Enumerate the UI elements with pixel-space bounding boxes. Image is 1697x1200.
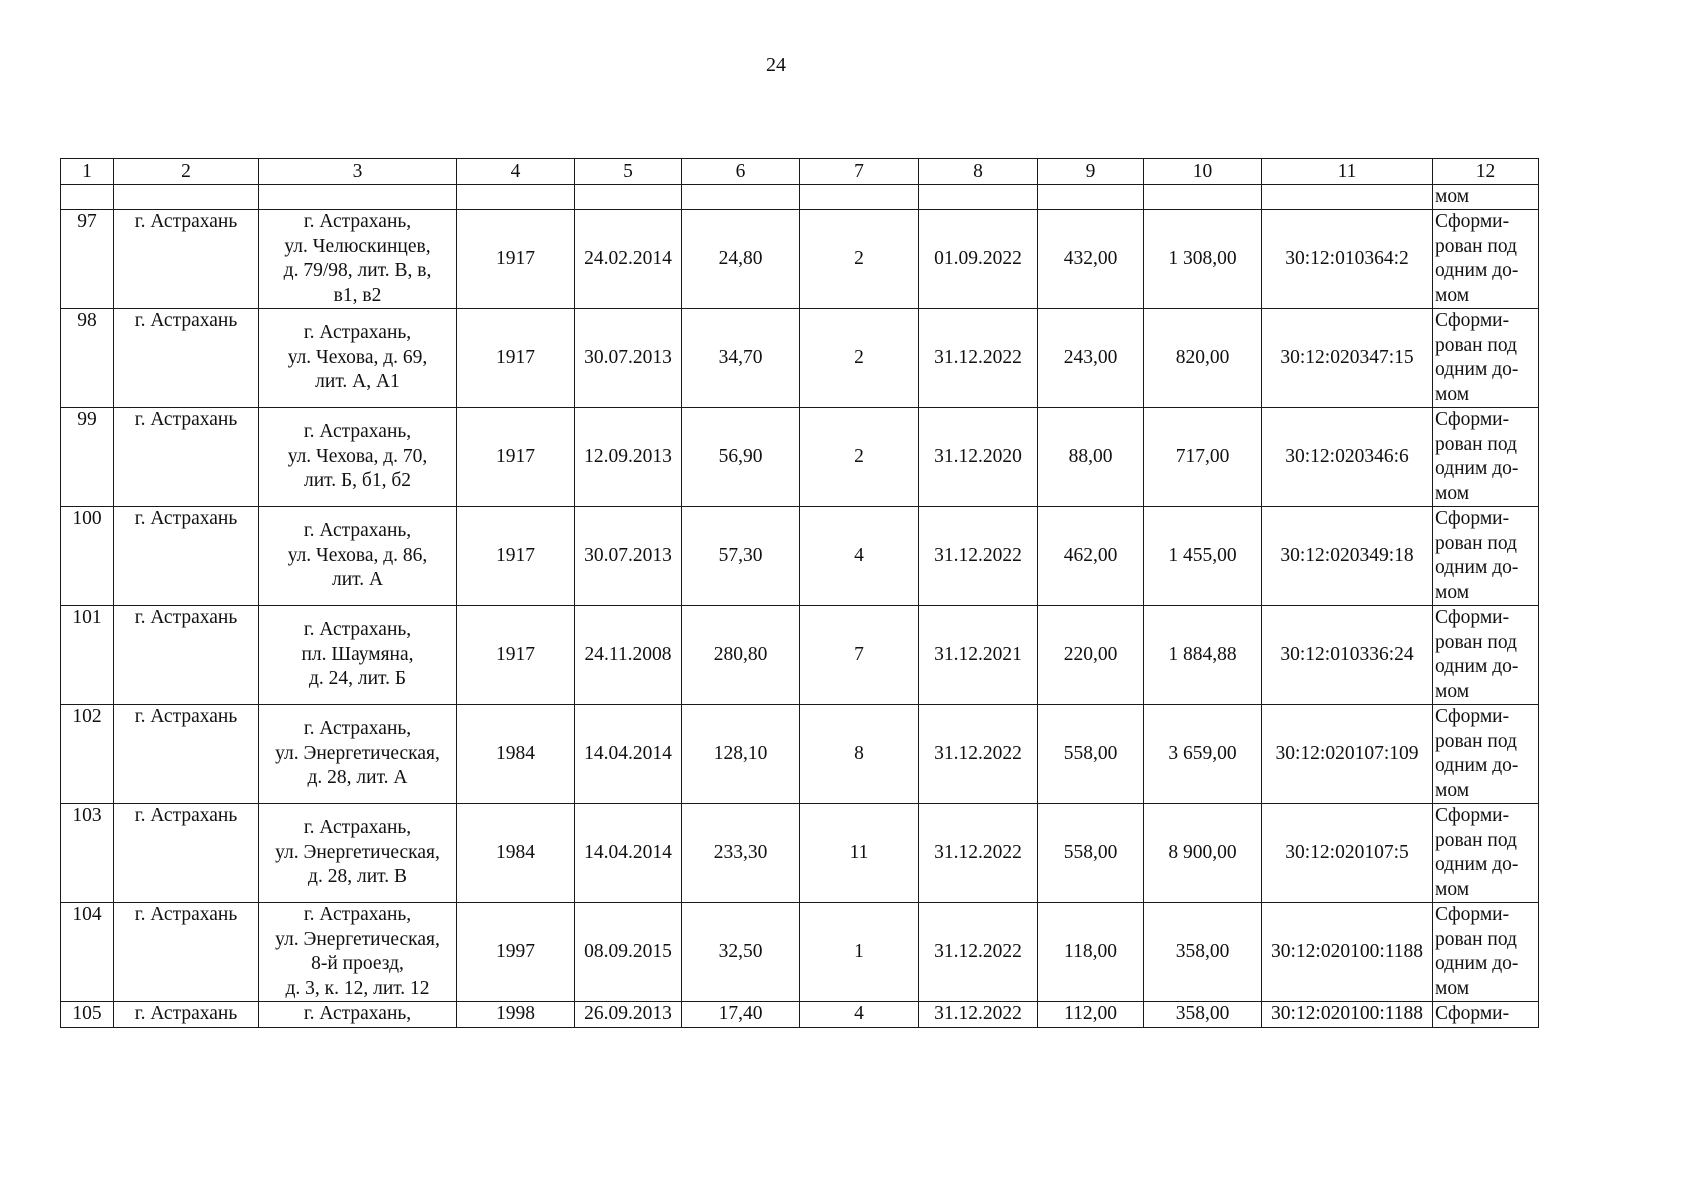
table-row: [61, 1002, 1539, 1028]
date-cell: 24.11.2008: [575, 606, 682, 705]
note-cell: [1433, 705, 1539, 804]
value-cell: 717,00: [1144, 408, 1262, 507]
area-cell: 280,80: [682, 606, 800, 705]
note-cell: [1433, 210, 1539, 309]
table-cell: 112,00: [1038, 1002, 1144, 1028]
address-line: г. Астрахань,: [303, 520, 412, 542]
count-cell: 7: [800, 606, 919, 705]
cadastral-number-cell: 30:12:020100:1188: [1262, 903, 1433, 1002]
note-line: рован под: [1435, 631, 1517, 653]
note-line: мом: [1435, 680, 1470, 702]
note-line: Сформи-: [1435, 508, 1510, 529]
note-cell: [1433, 903, 1539, 1002]
column-number: 9: [1038, 159, 1144, 185]
row-number-cell: 100: [61, 507, 114, 606]
address-cell: [259, 408, 457, 507]
note-line: мом: [1435, 779, 1470, 801]
count-cell: 2: [800, 309, 919, 408]
date-cell: 31.12.2022: [919, 309, 1038, 408]
area-cell: 57,30: [682, 507, 800, 606]
note-cell: мом: [1433, 185, 1539, 210]
value-cell: 462,00: [1038, 507, 1144, 606]
address-line: г. Астрахань,: [303, 817, 412, 839]
address-cell: [259, 606, 457, 705]
date-cell: 31.12.2020: [919, 408, 1038, 507]
table-row: [61, 705, 1539, 804]
note-line: Сформи-: [1435, 409, 1510, 430]
address-line: д. 3, к. 12, лит. 12: [285, 977, 430, 999]
column-number: 10: [1144, 159, 1262, 185]
date-cell: 30.07.2013: [575, 507, 682, 606]
empty-cell: [1144, 185, 1262, 210]
note-line: мом: [1435, 977, 1470, 999]
address-line: д. 28, лит. А: [307, 767, 408, 789]
date-cell: 30.07.2013: [575, 309, 682, 408]
row-number-cell: 102: [61, 705, 114, 804]
empty-cell: [1038, 185, 1144, 210]
table-row: [61, 903, 1539, 1002]
row-number-cell: 104: [61, 903, 114, 1002]
value-cell: 558,00: [1038, 804, 1144, 903]
column-number: 11: [1262, 159, 1433, 185]
address-line: ул. Энергетическая,: [275, 928, 440, 950]
note-line: Сформи-: [1435, 310, 1510, 331]
year-cell: 1917: [457, 507, 575, 606]
empty-cell: [114, 185, 259, 210]
cadastral-number-cell: 30:12:020107:109: [1262, 705, 1433, 804]
address-line: г. Астрахань,: [303, 322, 412, 344]
note-line: мом: [1435, 878, 1470, 900]
table-cell: 26.09.2013: [575, 1002, 682, 1028]
value-cell: 8 900,00: [1144, 804, 1262, 903]
address-line: ул. Чехова, д. 69,: [287, 346, 428, 368]
address-line: г. Астрахань,: [303, 619, 412, 641]
date-cell: 24.02.2014: [575, 210, 682, 309]
note-line: одним до-: [1435, 359, 1519, 380]
address-line: д. 79/98, лит. В, в,: [283, 260, 432, 281]
address-cell: [259, 309, 457, 408]
empty-cell: [1262, 185, 1433, 210]
address-line: г. Астрахань,: [303, 904, 412, 925]
table-cell: г. Астрахань: [114, 1002, 259, 1028]
note-line: одним до-: [1435, 656, 1519, 677]
table-cell: 30:12:020100:1188: [1262, 1002, 1433, 1028]
address-line: ул. Чехова, д. 70,: [287, 445, 428, 467]
table-row: [61, 507, 1539, 606]
value-cell: 358,00: [1144, 903, 1262, 1002]
address-line: г. Астрахань,: [303, 718, 412, 740]
note-line: мом: [1435, 581, 1470, 603]
count-cell: 1: [800, 903, 919, 1002]
date-cell: 31.12.2021: [919, 606, 1038, 705]
locality-cell: г. Астрахань: [114, 210, 259, 309]
column-number: 1: [61, 159, 114, 185]
year-cell: 1917: [457, 210, 575, 309]
value-cell: 1 884,88: [1144, 606, 1262, 705]
date-cell: 08.09.2015: [575, 903, 682, 1002]
table-row: [61, 210, 1539, 309]
value-cell: 1 308,00: [1144, 210, 1262, 309]
note-line: рован под: [1435, 730, 1517, 752]
empty-cell: [457, 185, 575, 210]
note-line: одним до-: [1435, 458, 1519, 479]
note-line: рован под: [1435, 928, 1517, 950]
value-cell: 1 455,00: [1144, 507, 1262, 606]
column-number: 7: [800, 159, 919, 185]
note-line: Сформи-: [1435, 607, 1510, 628]
cadastral-number-cell: 30:12:020349:18: [1262, 507, 1433, 606]
empty-cell: [682, 185, 800, 210]
table-row: [61, 804, 1539, 903]
table-cell: 17,40: [682, 1002, 800, 1028]
cadastral-number-cell: 30:12:020107:5: [1262, 804, 1433, 903]
date-cell: 12.09.2013: [575, 408, 682, 507]
count-cell: 8: [800, 705, 919, 804]
table-cell: г. Астрахань,: [259, 1002, 457, 1028]
cadastral-number-cell: 30:12:010336:24: [1262, 606, 1433, 705]
column-number: 4: [457, 159, 575, 185]
row-number-cell: 103: [61, 804, 114, 903]
column-number: 3: [259, 159, 457, 185]
note-line: Сформи-: [1435, 706, 1510, 727]
note-line: одним до-: [1435, 953, 1519, 974]
address-line: лит. Б, б1, б2: [303, 470, 411, 492]
note-line: одним до-: [1435, 260, 1519, 281]
cadastral-number-cell: 30:12:020347:15: [1262, 309, 1433, 408]
value-cell: 432,00: [1038, 210, 1144, 309]
column-number-row: [61, 159, 1539, 185]
row-number-cell: 98: [61, 309, 114, 408]
cadastral-number-cell: 30:12:020346:6: [1262, 408, 1433, 507]
note-line: Сформи-: [1435, 805, 1510, 826]
date-cell: 14.04.2014: [575, 705, 682, 804]
note-line: Сформи-: [1435, 211, 1510, 232]
address-line: д. 24, лит. Б: [308, 668, 407, 690]
empty-cell: [919, 185, 1038, 210]
count-cell: 11: [800, 804, 919, 903]
row-number-cell: 101: [61, 606, 114, 705]
note-cell: [1433, 507, 1539, 606]
locality-cell: г. Астрахань: [114, 309, 259, 408]
row-number-cell: 99: [61, 408, 114, 507]
value-cell: 118,00: [1038, 903, 1144, 1002]
year-cell: 1997: [457, 903, 575, 1002]
address-line: 8-й проезд,: [311, 953, 404, 974]
address-cell: [259, 705, 457, 804]
note-cell: [1433, 606, 1539, 705]
address-line: ул. Чехова, д. 86,: [287, 544, 428, 566]
cadastral-number-cell: 30:12:010364:2: [1262, 210, 1433, 309]
note-cell: [1433, 408, 1539, 507]
year-cell: 1984: [457, 705, 575, 804]
table-row: [61, 606, 1539, 705]
date-cell: 01.09.2022: [919, 210, 1038, 309]
value-cell: 220,00: [1038, 606, 1144, 705]
locality-cell: г. Астрахань: [114, 507, 259, 606]
table-cell: 31.12.2022: [919, 1002, 1038, 1028]
address-line: в1, в2: [333, 284, 382, 306]
note-line: мом: [1435, 482, 1470, 504]
address-cell: [259, 507, 457, 606]
locality-cell: г. Астрахань: [114, 804, 259, 903]
area-cell: 56,90: [682, 408, 800, 507]
column-number: 8: [919, 159, 1038, 185]
address-cell: [259, 903, 457, 1002]
note-line: мом: [1435, 284, 1470, 306]
table-cell: Сформи-: [1433, 1002, 1539, 1028]
area-cell: 34,70: [682, 309, 800, 408]
address-line: ул. Энергетическая,: [275, 841, 440, 863]
address-line: лит. А: [331, 569, 384, 591]
locality-cell: г. Астрахань: [114, 408, 259, 507]
note-line: одним до-: [1435, 557, 1519, 578]
table-cell: 4: [800, 1002, 919, 1028]
note-line: рован под: [1435, 334, 1517, 356]
date-cell: 31.12.2022: [919, 903, 1038, 1002]
locality-cell: г. Астрахань: [114, 606, 259, 705]
table-row: [61, 309, 1539, 408]
column-number: 12: [1433, 159, 1539, 185]
empty-cell: [575, 185, 682, 210]
note-line: одним до-: [1435, 755, 1519, 776]
value-cell: 3 659,00: [1144, 705, 1262, 804]
address-line: лит. А, А1: [315, 371, 400, 393]
count-cell: 4: [800, 507, 919, 606]
empty-cell: [800, 185, 919, 210]
locality-cell: г. Астрахань: [114, 705, 259, 804]
table-cell: 358,00: [1144, 1002, 1262, 1028]
year-cell: 1917: [457, 309, 575, 408]
year-cell: 1917: [457, 606, 575, 705]
address-line: пл. Шаумяна,: [301, 643, 414, 665]
address-line: г. Астрахань,: [303, 421, 412, 443]
note-line: Сформи-: [1435, 904, 1510, 925]
address-line: г. Астрахань,: [303, 211, 412, 232]
page-number: 24: [766, 54, 786, 76]
continuation-row: [61, 185, 1539, 210]
date-cell: 31.12.2022: [919, 507, 1038, 606]
table-cell: 105: [61, 1002, 114, 1028]
table-row: [61, 408, 1539, 507]
note-cell: [1433, 309, 1539, 408]
empty-cell: [61, 185, 114, 210]
count-cell: 2: [800, 408, 919, 507]
count-cell: 2: [800, 210, 919, 309]
area-cell: 128,10: [682, 705, 800, 804]
property-register-table: [60, 158, 1539, 1028]
row-number-cell: 97: [61, 210, 114, 309]
address-cell: [259, 804, 457, 903]
value-cell: 88,00: [1038, 408, 1144, 507]
locality-cell: г. Астрахань: [114, 903, 259, 1002]
year-cell: 1984: [457, 804, 575, 903]
note-line: рован под: [1435, 829, 1517, 851]
note-line: одним до-: [1435, 854, 1519, 875]
note-cell: [1433, 804, 1539, 903]
area-cell: 233,30: [682, 804, 800, 903]
value-cell: 243,00: [1038, 309, 1144, 408]
area-cell: 24,80: [682, 210, 800, 309]
note-line: рован под: [1435, 433, 1517, 455]
value-cell: 820,00: [1144, 309, 1262, 408]
note-line: рован под: [1435, 532, 1517, 554]
address-cell: [259, 210, 457, 309]
column-number: 6: [682, 159, 800, 185]
address-line: ул. Челюскинцев,: [284, 235, 431, 257]
address-line: д. 28, лит. В: [308, 866, 407, 888]
value-cell: 558,00: [1038, 705, 1144, 804]
date-cell: 31.12.2022: [919, 804, 1038, 903]
area-cell: 32,50: [682, 903, 800, 1002]
note-line: мом: [1435, 383, 1470, 405]
table-cell: 1998: [457, 1002, 575, 1028]
column-number: 2: [114, 159, 259, 185]
date-cell: 14.04.2014: [575, 804, 682, 903]
column-number: 5: [575, 159, 682, 185]
address-line: ул. Энергетическая,: [275, 742, 440, 764]
note-line: рован под: [1435, 235, 1517, 257]
year-cell: 1917: [457, 408, 575, 507]
date-cell: 31.12.2022: [919, 705, 1038, 804]
empty-cell: [259, 185, 457, 210]
